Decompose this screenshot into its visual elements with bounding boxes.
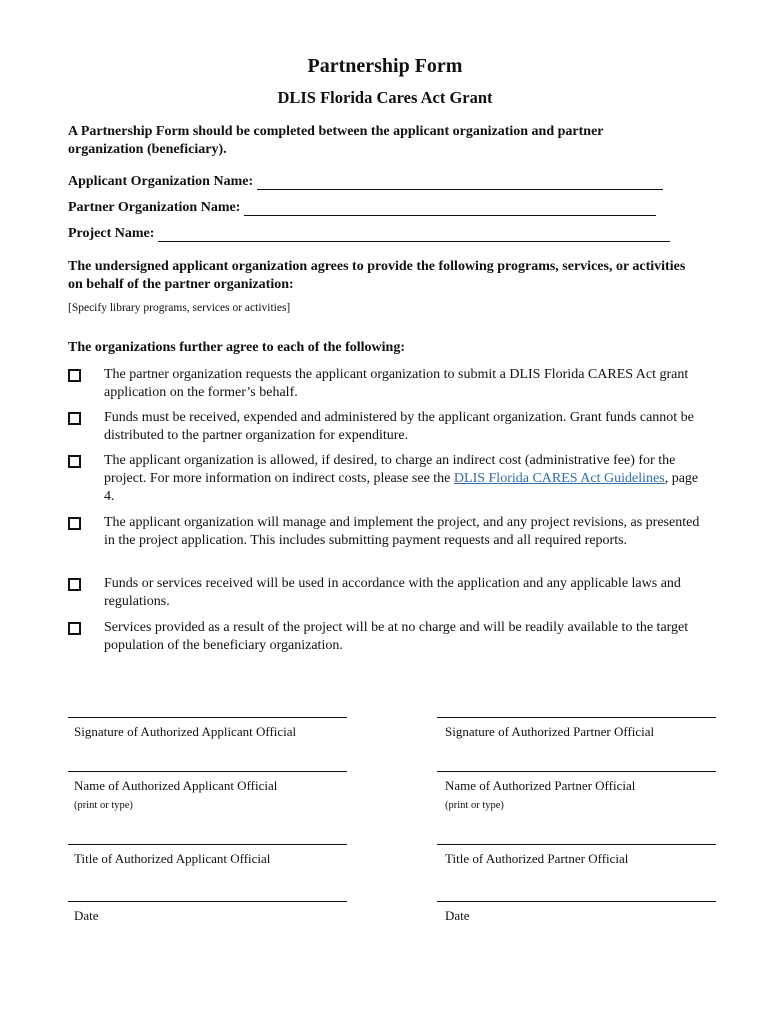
partner-name-label: Name of Authorized Partner Official xyxy=(445,778,636,793)
partner-organization-label: Partner Organization Name: xyxy=(68,200,241,215)
checkbox[interactable] xyxy=(68,578,81,591)
applicant-organization-input[interactable] xyxy=(257,175,663,190)
agreement-item xyxy=(68,619,708,655)
agreement-item-text: Funds must be received, expended and administered by the applicant organization. Grant funds cannot be distributed to the partner organization for expenditure. xyxy=(104,410,694,443)
partner-name-hint: (print or type) xyxy=(445,800,504,811)
agreement-item-text: Services provided as a result of the project will be at no charge and will be readily available to the target population of the beneficiary organization. xyxy=(104,620,689,653)
applicant-title-label: Title of Authorized Applicant Official xyxy=(74,851,271,866)
partner-date-label: Date xyxy=(445,908,470,923)
checkbox[interactable] xyxy=(68,412,81,425)
guidelines-link[interactable]: DLIS Florida CARES Act Guidelines xyxy=(453,471,665,486)
agreement-item-text: Funds or services received will be used in accordance with the application and any applicable laws and regulations. xyxy=(104,576,681,609)
checkbox[interactable] xyxy=(68,455,81,468)
partner-signature-label: Signature of Authorized Partner Official xyxy=(445,724,655,739)
agreement-item xyxy=(68,409,708,445)
checkbox[interactable] xyxy=(68,369,81,382)
applicant-date-label: Date xyxy=(74,908,99,923)
partner-organization-field xyxy=(68,200,656,216)
applicant-date-line[interactable] xyxy=(68,901,347,902)
partner-name-line[interactable] xyxy=(437,771,716,772)
agreement-heading: The undersigned applicant organization agrees to provide the following programs, services, or activities on behalf of the partner organization: xyxy=(68,259,686,292)
partner-organization-input[interactable] xyxy=(244,201,656,216)
applicant-signature-label: Signature of Authorized Applicant Official xyxy=(74,724,297,739)
checkbox[interactable] xyxy=(68,517,81,530)
partner-title-label: Title of Authorized Partner Official xyxy=(445,851,629,866)
checkbox[interactable] xyxy=(68,622,81,635)
applicant-title-line[interactable] xyxy=(68,844,347,845)
specify-hint[interactable]: [Specify library programs, services or activities] xyxy=(68,302,291,314)
applicant-organization-label: Applicant Organization Name: xyxy=(68,174,254,189)
applicant-signature-line[interactable] xyxy=(68,717,347,718)
further-agree-heading: The organizations further agree to each of the following: xyxy=(68,340,405,355)
partner-signature-line[interactable] xyxy=(437,717,716,718)
agreement-item-text-part: , page 4. xyxy=(104,471,699,504)
project-name-input[interactable] xyxy=(158,227,670,242)
applicant-name-label: Name of Authorized Applicant Official xyxy=(74,778,278,793)
agreement-item-text: The partner organization requests the applicant organization to submit a DLIS Florida CARES Act grant application on the former’s behalf. xyxy=(104,367,689,400)
applicant-name-hint: (print or type) xyxy=(74,800,133,811)
project-name-label: Project Name: xyxy=(68,226,155,241)
project-name-field xyxy=(68,226,670,242)
agreement-item xyxy=(68,514,708,550)
page-title: Partnership Form xyxy=(307,55,463,77)
agreement-item xyxy=(68,575,708,611)
applicant-organization-field xyxy=(68,174,663,190)
intro-text: A Partnership Form should be completed between the applicant organization and partner organization (beneficiary). xyxy=(68,124,604,157)
partner-title-line[interactable] xyxy=(437,844,716,845)
applicant-name-line[interactable] xyxy=(68,771,347,772)
agreement-item-text xyxy=(104,452,704,506)
agreement-item xyxy=(68,366,708,402)
agreement-item-text-part: The applicant organization is allowed, if desired, to charge an indirect cost (administrative fee) for the project. For more information on indirect costs, please see the xyxy=(104,453,676,486)
page-subtitle: DLIS Florida Cares Act Grant xyxy=(277,88,493,107)
agreement-item xyxy=(68,452,708,506)
agreement-item-text: The applicant organization will manage and implement the project, and any project revisions, as presented in the project application. This includes submitting payment requests and all required reports. xyxy=(104,515,700,548)
partner-date-line[interactable] xyxy=(437,901,716,902)
